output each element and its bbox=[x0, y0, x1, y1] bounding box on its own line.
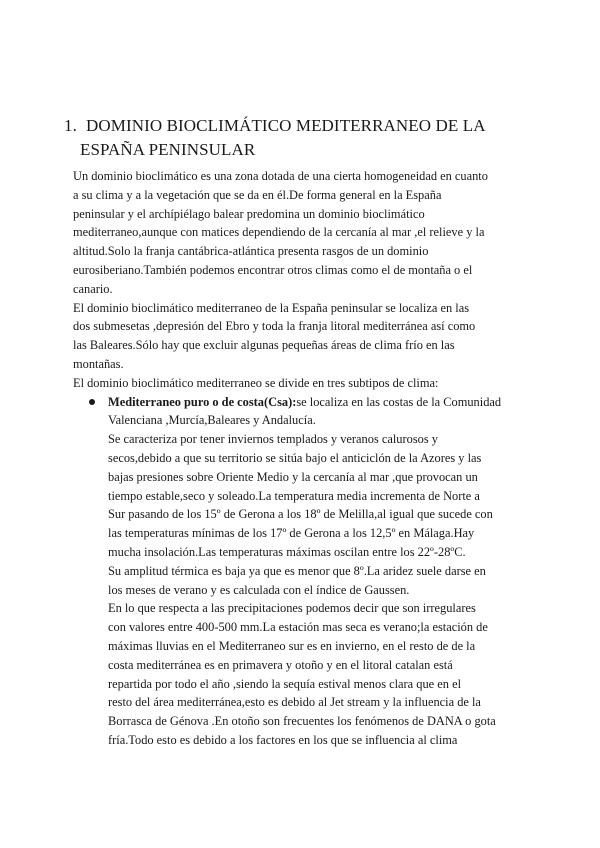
text-line: a su clima y a la vegetación que se da en él.De forma general en la España bbox=[73, 187, 442, 202]
document-body bbox=[73, 167, 536, 750]
text-line: El dominio bioclimático mediterraneo de la España peninsular se localiza en las bbox=[73, 300, 470, 315]
text-line: Se caracteriza por tener inviernos templados y veranos calurosos y bbox=[108, 432, 438, 447]
text-line: los meses de verano y es calculada con el índice de Gaussen. bbox=[108, 582, 410, 597]
text-line: costa mediterránea es en primavera y otoño y en el litoral catalan está bbox=[108, 657, 453, 672]
text-line: Sur pasando de los 15º de Gerona a los 18º de Melilla,al igual que sucede con bbox=[108, 507, 493, 522]
heading-line-1: DOMINIO BIOCLIMÁTICO MEDITERRANEO DE LA bbox=[86, 116, 486, 135]
text-line: eurosiberiano.También podemos encontrar otros climas como el de montaña o el bbox=[73, 262, 473, 277]
text-line: Un dominio bioclimático es una zona dotada de una cierta homogeneidad en cuanto bbox=[73, 169, 488, 183]
paragraph-subtypes bbox=[73, 374, 536, 393]
text-line: mediterraneo,aunque con matices dependiendo de la cercanía al mar ,el relieve y la bbox=[73, 225, 485, 240]
text-line: las temperaturas mínimas de los 17º de Gerona a los 12,5º en Málaga.Hay bbox=[108, 526, 475, 541]
text-line: peninsular y el archípiélago balear predomina un dominio bioclimático bbox=[73, 206, 425, 221]
heading-line-2: ESPAÑA PENINSULAR bbox=[80, 140, 256, 159]
text-line: bajas presiones sobre Oriente Medio y la cercanía al mar ,que provocan un bbox=[108, 469, 478, 484]
text-line: dos submesetas ,depresión del Ebro y toda la franja litoral mediterránea así como bbox=[73, 319, 476, 334]
text-line: Borrasca de Génova .En otoño son frecuentes los fenómenos de DANA o gota bbox=[108, 714, 496, 729]
text-line: las Baleares.Sólo hay que excluir algunas pequeñas áreas de clima frío en las bbox=[73, 338, 455, 353]
text-line: resto del área mediterránea,esto es debido al Jet stream y la influencia de la bbox=[108, 695, 481, 710]
list-item bbox=[73, 393, 536, 750]
text-line: repartida por todo el año ,siendo la sequía estival menos clara que en el bbox=[108, 676, 462, 691]
text-line: El dominio bioclimático mediterraneo se divide en tres subtipos de clima: bbox=[73, 375, 439, 390]
bullet-icon bbox=[89, 399, 95, 405]
subtype-intro: se localiza en las costas de la Comunidad bbox=[296, 394, 502, 409]
text-line: mucha insolación.Las temperaturas máximas oscilan entre los 22º-28ºC. bbox=[108, 544, 466, 559]
text-line: secos,debido a que su territorio se sitúa bajo el anticiclón de la Azores y las bbox=[108, 450, 482, 465]
text-line: fría.Todo esto es debido a los factores en los que se influencia al clima bbox=[108, 732, 458, 747]
text-line: Su amplitud térmica es baja ya que es menor que 8º.La aridez suele darse en bbox=[108, 563, 486, 578]
text-line bbox=[108, 393, 536, 412]
text-line: montañas. bbox=[73, 356, 124, 371]
section-heading bbox=[64, 114, 564, 162]
text-line: altitud.Solo la franja cantábrica-atlántica presenta rasgos de un dominio bbox=[73, 244, 429, 259]
text-line: máximas lluvias en el Mediterraneo sur es en invierno, en el resto de de la bbox=[108, 638, 476, 653]
subtype-list bbox=[73, 393, 536, 750]
text-line: con valores entre 400-500 mm.La estación mas seca es verano;la estación de bbox=[108, 620, 488, 635]
text-line: tiempo estable,seco y soleado.La temperatura media incrementa de Norte a bbox=[108, 488, 480, 503]
paragraph-intro bbox=[73, 167, 536, 299]
subtype-title: Mediterraneo puro o de costa(Csa): bbox=[108, 394, 297, 409]
text-line: canario. bbox=[73, 281, 113, 296]
heading-number: 1. bbox=[64, 116, 77, 135]
text-line: En lo que respecta a las precipitaciones podemos decir que son irregulares bbox=[108, 601, 476, 616]
paragraph-location bbox=[73, 299, 536, 374]
text-line: Valenciana ,Murcía,Baleares y Andalucía. bbox=[108, 413, 316, 428]
